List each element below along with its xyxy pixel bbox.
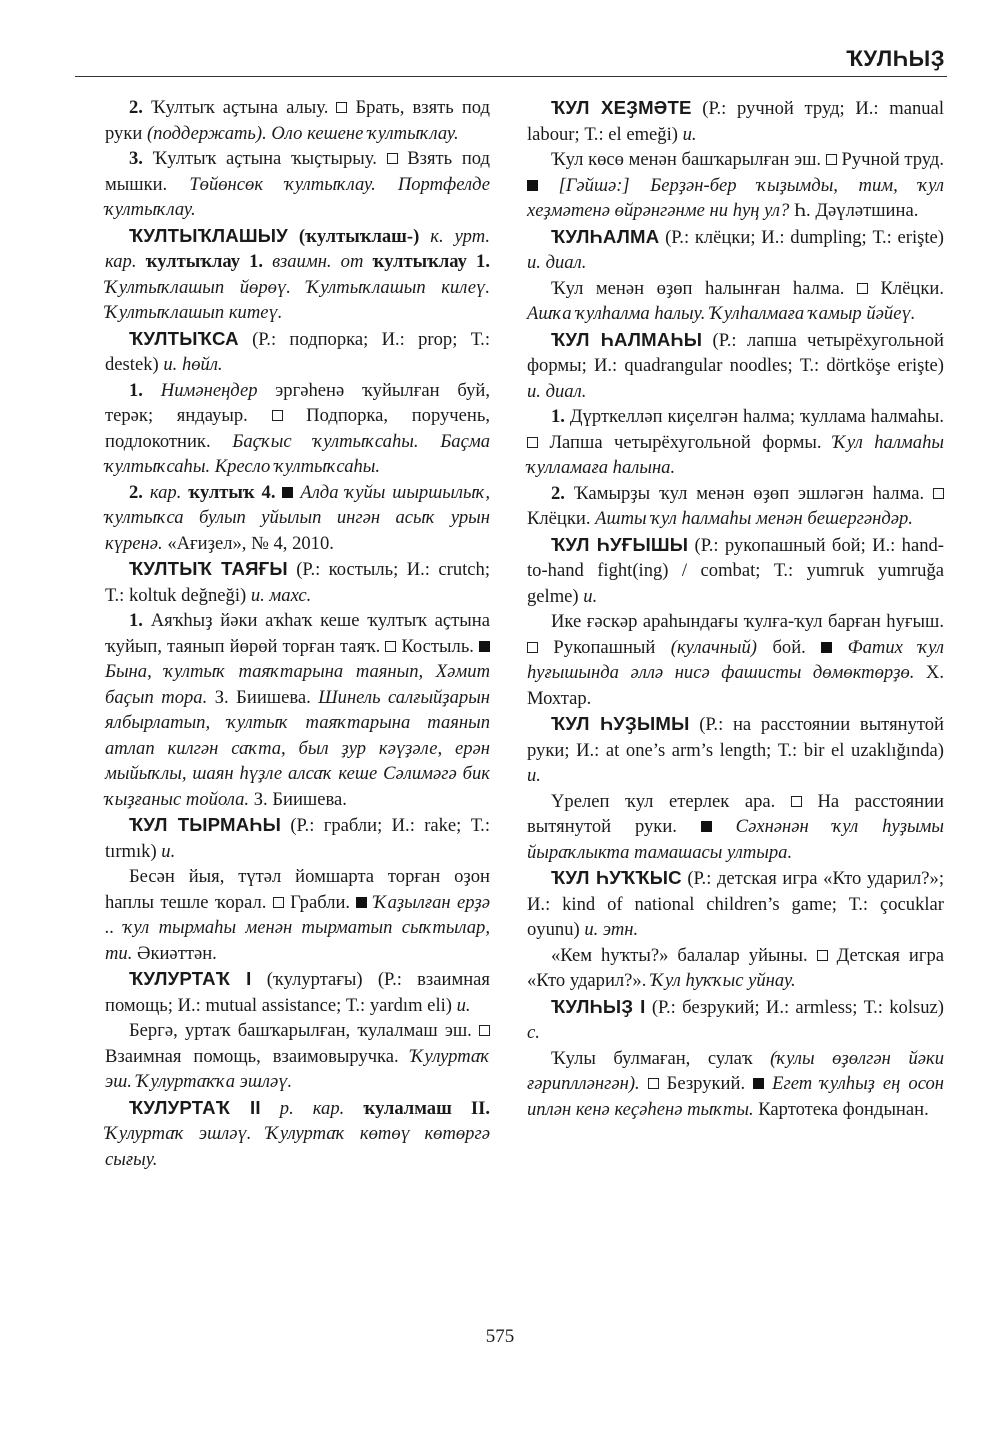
entry-text-run: Ҡул һуҡҡыс уйнау. bbox=[651, 970, 796, 991]
entry-text-run: ҠУЛУРТАҠ I bbox=[129, 968, 252, 989]
entry-text-run: Ҡаҙылған ерҙә .. ҡул тырмаһы менән тырматып сыҡтылар, ти. bbox=[105, 891, 491, 964]
entry-text-run: Аяҡһыҙ йәки аҡһаҡ кеше ҡултыҡ аҫтына ҡуйып, таянып йөрөй торған таяҡ. bbox=[105, 610, 490, 657]
entry-text-run: Ашты ҡул һалмаһы менән бешергәндәр. bbox=[595, 508, 913, 529]
entry-text-run: и. bbox=[583, 585, 598, 607]
entry-text-run: (Р.: клёцки; И.: dumpling; Т.: erişte) bbox=[659, 226, 944, 248]
entry-headword bbox=[105, 326, 490, 378]
sense-paragraph bbox=[105, 378, 490, 480]
square-icon bbox=[933, 488, 944, 499]
entry-text-run: Ручной труд. bbox=[836, 149, 944, 170]
filled-square-icon bbox=[527, 180, 538, 191]
entry-headword bbox=[527, 327, 944, 405]
entry-text-run: Х. Мохтар. bbox=[527, 662, 944, 709]
square-icon bbox=[336, 102, 347, 113]
filled-square-icon bbox=[753, 1078, 764, 1089]
entry-text-run: Сәхнәнән ҡул һуҙымы йыраҡлыкта тамашасы ултыра. bbox=[527, 816, 945, 863]
entry-text-run: Шинель салғыйҙарын ялбырлатып, ҡултыҡ таяҡтарына таянып атлап килгән саҡта, был ҙур кәүҙәле, ерән мыйыҡлы, шаян һүҙле алсаҡ кеше Сәлимәгә бик ҡыҙғаныс тойола. bbox=[105, 686, 491, 810]
definition-paragraph bbox=[527, 1046, 944, 1123]
entry-text-run: ҠУЛУРТАҠ II bbox=[129, 1096, 261, 1118]
page-number: 575 bbox=[485, 1326, 515, 1347]
entry-text-run: Ике ғәскәр араһындағы ҡулға-ҡул барған һуғыш. bbox=[551, 611, 944, 632]
entry-text-run: Грабли. bbox=[283, 891, 357, 913]
entry-text-run: З. Биишева. bbox=[249, 788, 347, 810]
entry-text-run: 2. bbox=[129, 481, 143, 503]
entry-text-run: Рукопашный bbox=[538, 636, 671, 658]
entry-text-run: Костыль. bbox=[396, 635, 479, 657]
entry-text-run: Ҡул көсө менән башҡарылған эш. bbox=[551, 149, 826, 170]
filled-square-icon bbox=[701, 821, 712, 832]
entry-text-run: Картотека фондынан. bbox=[753, 1098, 929, 1120]
running-head-word: ҠУЛҺЫҘ bbox=[846, 46, 945, 71]
entry-text-run: Ашҡа ҡулһалма һалыу. Ҡулһалмаға ҡамыр йәйеү. bbox=[527, 303, 916, 324]
entry-text-run: ҠУЛ ХЕҘМӘТЕ bbox=[551, 97, 692, 118]
entry-text-run: (Р.: рукопашный бой; И.: hand-to-hand fight(ing) / combat; Т.: yumruk yumruğa gelme) bbox=[527, 534, 944, 607]
entry-text-run: Ҡултыҡлашып йөрөү. Ҡултыҡлашып килеү. Ҡултыҡлашып китеү. bbox=[105, 276, 490, 323]
entry-text-run: Бергә, уртаҡ башҡарылған, ҡулалмаш эш. bbox=[129, 1020, 479, 1041]
entry-text-run: Ҡулуртаҡ эш. Ҡулуртаҡҡа эшләү. bbox=[105, 1045, 490, 1092]
entry-text-run: Лапша четырёхугольной формы. bbox=[538, 431, 833, 453]
entry-text-run: с. bbox=[527, 1022, 540, 1043]
sense-paragraph bbox=[105, 95, 490, 146]
entry-text-run: Һ. Дәүләтшина. bbox=[789, 200, 919, 221]
entry-text-run: Әкиәттән. bbox=[132, 942, 217, 964]
entry-text-run: 3. bbox=[129, 148, 143, 169]
right-column bbox=[527, 95, 944, 1122]
definition-paragraph bbox=[527, 147, 944, 224]
square-icon bbox=[272, 410, 283, 421]
entry-text-run: и. диал. bbox=[527, 380, 587, 402]
entry-text-run: (Р.: детская игра «Кто ударил?»; И.: kind of national children’s game; Т.: çocuklar oyunu) bbox=[527, 868, 945, 940]
square-icon bbox=[527, 437, 538, 448]
entry-text-run: ҠУЛТЫҠСА bbox=[129, 327, 239, 349]
entry-text-run: Клёцки. bbox=[867, 277, 944, 299]
square-icon bbox=[648, 1078, 659, 1089]
entry-text-run: Детская игра «Кто ударил?». bbox=[527, 944, 945, 991]
entry-headword bbox=[527, 95, 944, 147]
entry-text-run: На расстоянии вытянутой руки. bbox=[527, 790, 945, 837]
entry-text-run: и. диал. bbox=[527, 252, 587, 273]
filled-square-icon bbox=[479, 641, 490, 652]
running-header bbox=[75, 46, 945, 74]
entry-text-run: и. bbox=[161, 840, 176, 862]
filled-square-icon bbox=[282, 487, 293, 498]
entry-text-run: и. bbox=[682, 123, 697, 145]
entry-text-run: (ҡултыҡлаш-) bbox=[287, 225, 431, 247]
entry-text-run: «Кем һуҡты?» балалар уйыны. bbox=[551, 944, 817, 966]
entry-text-run: Егет ҡулһыҙ ең осон иплән кенә кеҫәһенә тыҡты. bbox=[527, 1073, 945, 1120]
entry-text-run: Нимәнеңдер bbox=[142, 379, 258, 401]
filled-square-icon bbox=[821, 642, 832, 653]
entry-text-run: ҠУЛ ҺУҘЫМЫ bbox=[551, 713, 690, 734]
entry-text-run: (Р.: безрукий; И.: armless; Т.: kolsuz) bbox=[645, 996, 944, 1018]
entry-text-run: к. урт. кар. bbox=[105, 225, 490, 272]
left-column bbox=[105, 95, 490, 1172]
entry-text-run: Безрукий. bbox=[658, 1073, 754, 1094]
entry-text-run: Үрелеп ҡул етерлек ара. bbox=[551, 790, 791, 812]
entry-text-run: [Гәйшә:] Берҙән-бер ҡыҙымды, тим, ҡул хеҙмәтенә өйрәнгәнме ни һуң ул? bbox=[527, 174, 944, 221]
definition-paragraph bbox=[105, 1018, 490, 1095]
entry-text-run: 1. bbox=[129, 379, 143, 401]
entry-text-run: (Р.: костыль; И.: crutch; Т.: koltuk değneği) bbox=[105, 559, 490, 606]
entry-text-run: ҡултыҡлау 1. bbox=[136, 251, 273, 272]
entry-text-run: Алда ҡуйы шыршылыҡ, ҡултыҡса булып уйылып ингән асыҡ урын күренә. bbox=[105, 481, 490, 554]
entry-headword bbox=[527, 711, 944, 789]
entry-text-run: эргәһенә ҡуйылған буй, терәк; яндауыр. bbox=[105, 379, 490, 426]
entry-text-run: ҠУЛҺЫҘ I bbox=[551, 995, 646, 1017]
entry-text-run: и. һөйл. bbox=[163, 354, 223, 375]
entry-text-run: 2. bbox=[551, 482, 565, 504]
square-icon bbox=[479, 1025, 490, 1036]
entry-headword bbox=[105, 1095, 490, 1173]
header-rule bbox=[75, 76, 947, 77]
entry-text-run: З. Биишева. bbox=[207, 686, 319, 708]
entry-text-run: (Р.: ручной труд; И.: manual labour; Т.: el emeği) bbox=[527, 98, 944, 145]
entry-text-run: 1. bbox=[551, 406, 565, 427]
entry-text-run: 2. bbox=[129, 97, 143, 118]
entry-headword bbox=[105, 812, 490, 864]
square-icon bbox=[387, 153, 398, 164]
entry-headword bbox=[527, 865, 944, 943]
entry-text-run: ҠУЛТЫҠЛАШЫУ bbox=[129, 224, 288, 246]
definition-paragraph bbox=[105, 864, 490, 966]
entry-text-run: (Р.: грабли; И.: rake; Т.: tırmık) bbox=[105, 815, 490, 862]
entry-text-run: ҠУЛТЫҠ ТАЯҒЫ bbox=[129, 558, 288, 579]
entry-text-run: Взаимная помощь, взаимовыручка. bbox=[105, 1045, 411, 1067]
entry-text-run: Баҫҡыс ҡултыҡсаһы. Баҫма ҡултыҡсаһы. Кресло ҡултыҡсаһы. bbox=[105, 430, 490, 477]
entry-text-run: (Р.: лапша четырёхугольной формы; И.: quadrangular noodles; Т.: dörtköşe erişte) bbox=[527, 329, 944, 376]
entry-text-run: и. bbox=[527, 765, 541, 786]
entry-text-run: (Р.: подпорка; И.: prop; Т.: destek) bbox=[105, 328, 490, 375]
entry-headword bbox=[105, 223, 490, 326]
entry-text-run: ҠУЛ ҺУҠҠЫС bbox=[551, 867, 682, 888]
entry-text-run: Дүрткелләп киҫелгән һалма; ҡуллама һалмаһы. bbox=[564, 406, 944, 427]
entry-text-run: Взять под мышки. bbox=[105, 148, 491, 195]
square-icon bbox=[791, 796, 802, 807]
entry-text-run: Ҡул менән өҙөп һалынған һалма. bbox=[551, 277, 857, 299]
entry-text-run: (Р.: на расстоянии вытянутой руки; И.: at one’s arm’s length; Т.: bir el uzaklığında) bbox=[527, 714, 944, 761]
square-icon bbox=[527, 642, 538, 653]
square-icon bbox=[817, 950, 828, 961]
entry-text-run: (кулачный) bbox=[670, 636, 758, 658]
entry-text-run: ҠУЛҺАЛМА bbox=[551, 225, 660, 247]
entry-text-run: (ҡулуртағы) (Р.: взаимная помощь; И.: mutual assistance; Т.: yardım eli) bbox=[105, 969, 490, 1016]
entry-text-run: «Ағиҙел», № 4, 2010. bbox=[162, 532, 334, 554]
definition-paragraph bbox=[527, 789, 944, 866]
entry-text-run: ҠУЛ ҺУҒЫШЫ bbox=[551, 533, 689, 555]
entry-text-run: Ҡулы булмаған, сулаҡ bbox=[551, 1047, 771, 1069]
entry-text-run: Бесән йыя, түтәл йомшарта торған оҙон һаплы тешле ҡорал. bbox=[105, 866, 490, 913]
entry-text-run: ҡултыҡ 4. bbox=[181, 481, 283, 503]
entry-headword bbox=[527, 994, 944, 1046]
entry-text-run: Ҡултыҡ аҫтына ҡыҫтырыу. bbox=[142, 148, 387, 169]
square-icon bbox=[385, 641, 396, 652]
entry-text-run: р. кар. bbox=[260, 1097, 345, 1119]
entry-text-run: и. bbox=[456, 994, 471, 1016]
definition-paragraph bbox=[527, 276, 944, 327]
square-icon bbox=[857, 283, 868, 294]
definition-paragraph bbox=[527, 609, 944, 711]
entry-text-run: Төйөнсөк ҡултыҡлау. Портфелде ҡултыҡлау. bbox=[105, 173, 491, 220]
filled-square-icon bbox=[356, 897, 367, 908]
sense-paragraph bbox=[527, 481, 944, 532]
entry-headword bbox=[527, 532, 944, 610]
entry-text-run: Бына, ҡултыҡ таяҡтарына таянып, Хәмит баҫып тора. bbox=[105, 661, 490, 708]
entry-text-run: Оло кешене ҡултыҡлау. bbox=[266, 122, 459, 144]
entry-text-run: 1. bbox=[129, 610, 143, 631]
square-icon bbox=[273, 897, 284, 908]
entry-headword bbox=[105, 556, 490, 608]
entry-headword bbox=[105, 966, 490, 1018]
entry-text-run: и. этн. bbox=[584, 919, 639, 940]
entry-text-run: (поддержать). bbox=[146, 122, 267, 144]
entry-text-run: ҡулалмаш II. bbox=[344, 1097, 490, 1119]
entry-headword bbox=[527, 224, 944, 276]
entry-text-run: (ҡулы өҙөлгән йәки ғәриплләнгән). bbox=[527, 1047, 944, 1094]
entry-text-run: Ҡамырҙы ҡул менән өҙөп эшләгән һалма. bbox=[564, 482, 933, 504]
entry-text-run: Подпорка, поручень, подлокотник. bbox=[105, 405, 490, 452]
entry-text-run: Брать, взять под руки bbox=[105, 97, 490, 144]
sense-paragraph bbox=[527, 404, 944, 481]
entry-text-run: бой. bbox=[757, 636, 822, 658]
sense-paragraph bbox=[105, 480, 490, 557]
entry-text-run: и. махс. bbox=[250, 584, 312, 606]
definition-paragraph bbox=[527, 943, 944, 994]
entry-text-run: Ҡул һалмаһы ҡулламаға һалына. bbox=[527, 431, 944, 478]
entry-text-run: взаимн. от bbox=[272, 251, 364, 272]
entry-text-run: Фатих ҡул һуғышында әллә нисә фашисты дөмөктөрҙө. bbox=[527, 636, 944, 683]
entry-text-run: ҠУЛ ТЫРМАҺЫ bbox=[129, 814, 282, 835]
entry-text-run: кар. bbox=[142, 481, 182, 503]
sense-paragraph bbox=[105, 608, 490, 812]
entry-text-run: Ҡултыҡ аҫтына алыу. bbox=[142, 97, 337, 118]
sense-paragraph bbox=[105, 146, 490, 223]
entry-text-run: Ҡулуртаҡ эшләү. Ҡулуртаҡ көтөү көтөргә сығыу. bbox=[105, 1123, 490, 1170]
square-icon bbox=[826, 154, 837, 165]
entry-text-run: ҡултыҡлау 1. bbox=[363, 251, 490, 272]
entry-text-run: ҠУЛ ҺАЛМАҺЫ bbox=[551, 328, 703, 350]
entry-text-run: Клёцки. bbox=[527, 508, 596, 529]
